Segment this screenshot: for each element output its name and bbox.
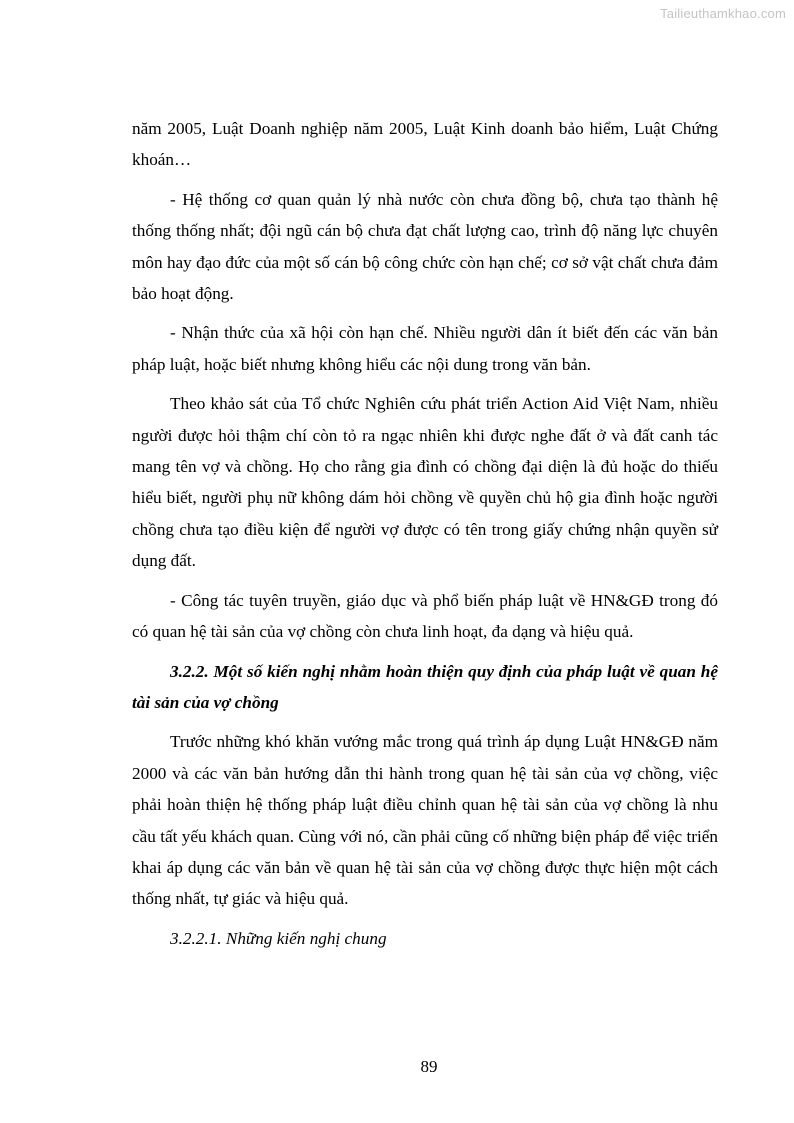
paragraph-bullet-propaganda: - Công tác tuyên truyền, giáo dục và phổ biến pháp luật về HN&GĐ trong đó có quan hệ tài sản của vợ chồng còn chưa linh hoạt, đa dạng và hiệu quả. <box>132 590 718 642</box>
watermark: Tailieuthamkhao.com <box>660 6 786 21</box>
page-number: 89 <box>420 1057 438 1076</box>
subsection-heading-3-2-2-1: 3.2.2.1. Những kiến nghị chung <box>170 928 387 948</box>
document-body <box>132 113 718 962</box>
section-heading-3-2-2: 3.2.2. Một số kiến nghị nhằm hoàn thiện quy định của pháp luật về quan hệ tài sản của vợ chồng <box>132 661 718 712</box>
paragraph-recommendation-intro: Trước những khó khăn vướng mắc trong quá trình áp dụng Luật HN&GĐ năm 2000 và các văn bản hướng dẫn thi hành trong quan hệ tài sản của vợ chồng, việc phải hoàn thiện hệ thống pháp luật điều chỉnh quan hệ tài sản của vợ chồng là nhu cầu tất yếu khách quan. Cùng với nó, cần phải cũng cố những biện pháp để việc triển khai áp dụng các văn bản về quan hệ tài sản của vợ chồng được thực hiện một cách thống nhất, tự giác và hiệu quả. <box>132 732 718 909</box>
paragraph-bullet-awareness: - Nhận thức của xã hội còn hạn chế. Nhiều người dân ít biết đến các văn bản pháp luật, hoặc biết nhưng không hiểu các nội dung trong văn bản. <box>132 323 718 374</box>
paragraph-continuation: năm 2005, Luật Doanh nghiệp năm 2005, Luật Kinh doanh bảo hiểm, Luật Chứng khoán… <box>132 119 718 170</box>
paragraph-bullet-management: - Hệ thống cơ quan quản lý nhà nước còn chưa đồng bộ, chưa tạo thành hệ thống thống nhất; đội ngũ cán bộ chưa đạt chất lượng cao, trình độ năng lực chuyên môn hay đạo đức của một số cán bộ công chức còn hạn chế; cơ sở vật chất chưa đảm bảo hoạt động. <box>132 189 718 304</box>
paragraph-survey: Theo khảo sát của Tổ chức Nghiên cứu phát triển Action Aid Việt Nam, nhiều người được hỏi thậm chí còn tỏ ra ngạc nhiên khi được nghe đất ở và đất canh tác mang tên vợ và chồng. Họ cho rằng gia đình có chồng đại diện là đủ hoặc do thiếu hiểu biết, người phụ nữ không dám hỏi chồng về quyền chủ hộ gia đình hoặc người chồng chưa tạo điều kiện để người vợ được có tên trong giấy chứng nhận quyền sử dụng đất. <box>132 394 718 571</box>
